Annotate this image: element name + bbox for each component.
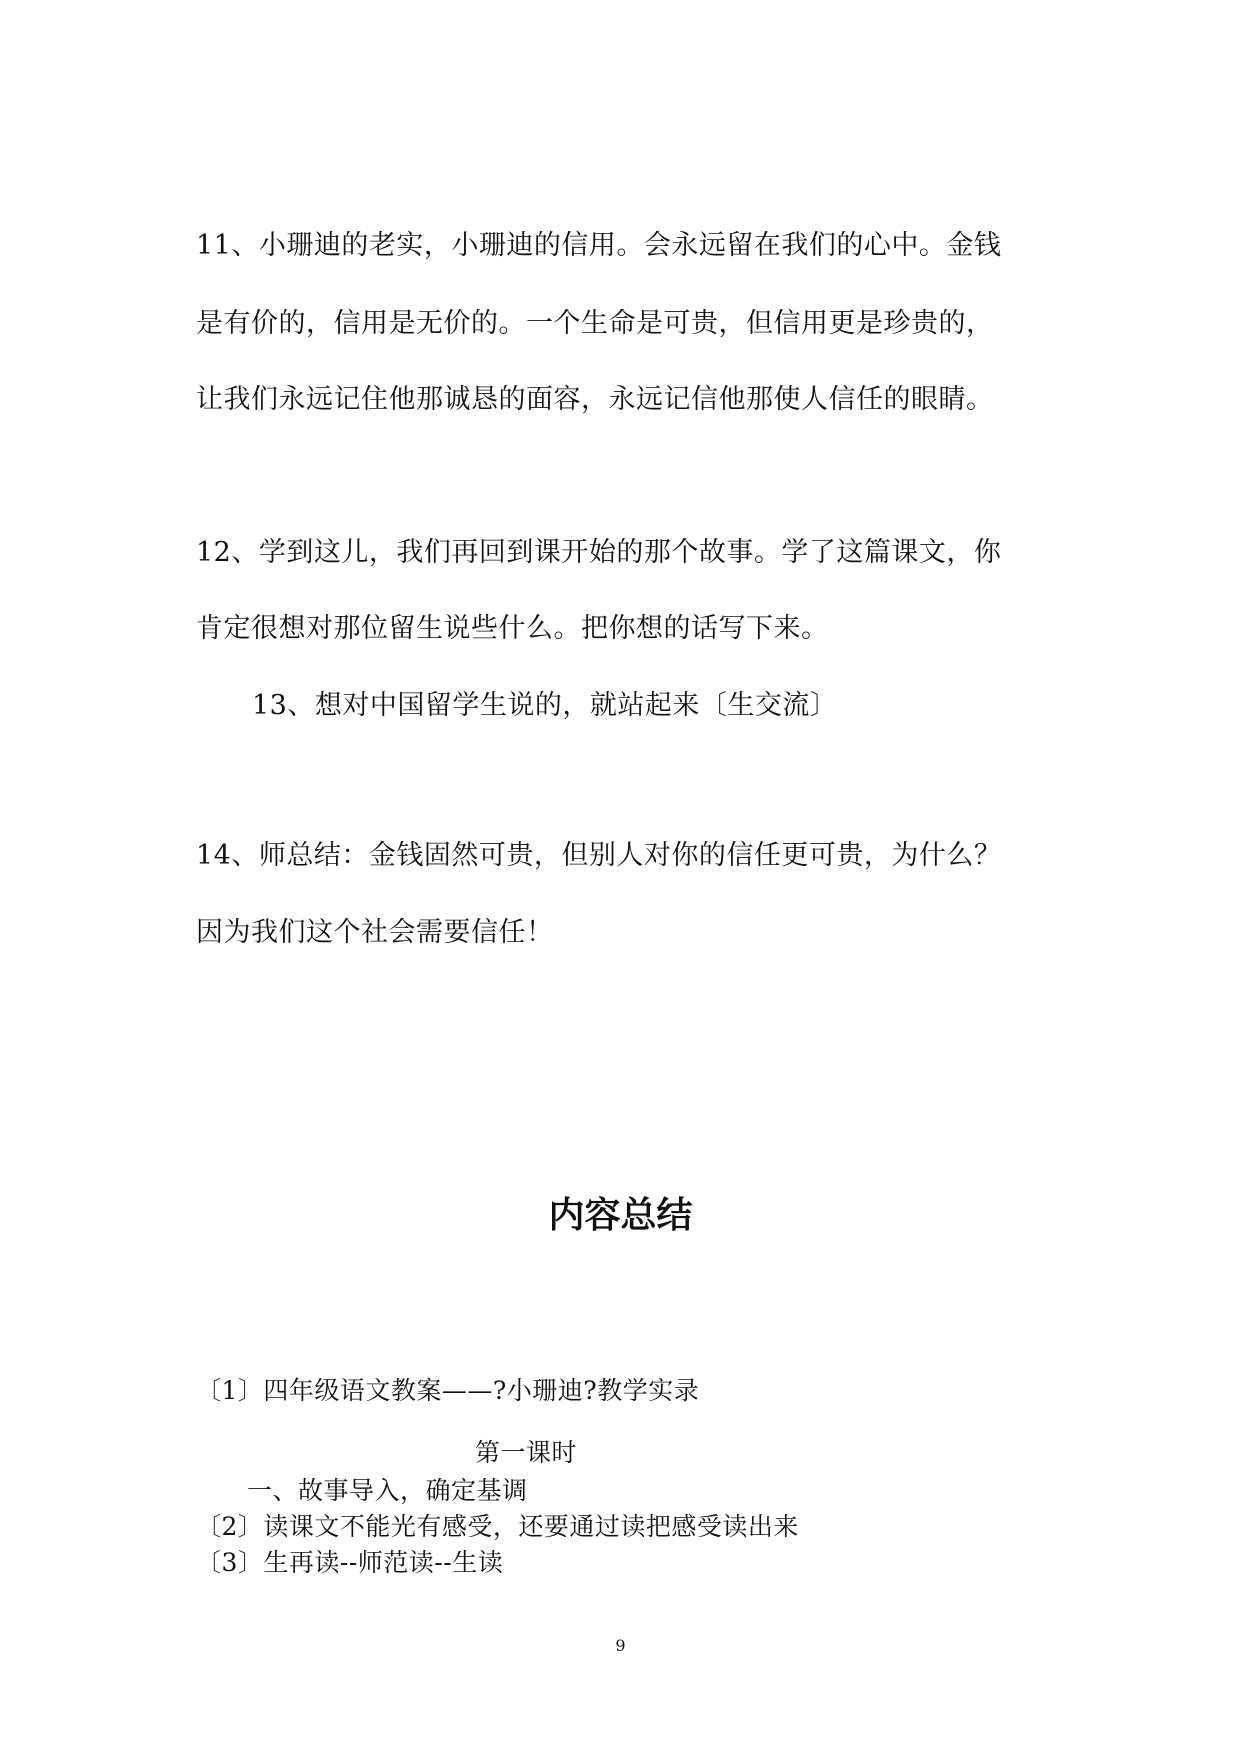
paragraph-11-line-3: 让我们永远记住他那诚恳的面容，永远记信他那使人信任的眼睛。 (196, 384, 994, 415)
paragraph-11-line-1: 11、小珊迪的老实，小珊迪的信用。会永远留在我们的心中。金钱 (196, 230, 1002, 261)
summary-item-2: 〔2〕读课文不能光有感受，还要通过读把感受读出来 (196, 1512, 799, 1541)
summary-heading: 内容总结 (548, 1195, 693, 1236)
paragraph-13-line-1: 13、想对中国留学生说的，就站起来〔生交流〕 (252, 690, 838, 721)
paragraph-12-line-1: 12、学到这儿，我们再回到课开始的那个故事。学了这篇课文，你 (196, 537, 1002, 568)
summary-item-3: 〔3〕生再读--师范读--生读 (196, 1548, 504, 1577)
paragraph-14-line-2: 因为我们这个社会需要信任！ (196, 917, 554, 948)
paragraph-11-line-2: 是有价的，信用是无价的。一个生命是可贵，但信用更是珍贵的， (196, 308, 994, 339)
page-number: 9 (615, 1636, 626, 1655)
paragraph-12-line-2: 肯定很想对那位留生说些什么。把你想的话写下来。 (196, 613, 829, 644)
section-title: 一、故事导入，确定基调 (247, 1476, 528, 1505)
lesson-title: 第一课时 (475, 1438, 578, 1467)
summary-item-1: 〔1〕四年级语文教案——?小珊迪?教学实录 (196, 1376, 700, 1405)
paragraph-14-line-1: 14、师总结：金钱固然可贵，但别人对你的信任更可贵，为什么？ (196, 840, 1002, 871)
